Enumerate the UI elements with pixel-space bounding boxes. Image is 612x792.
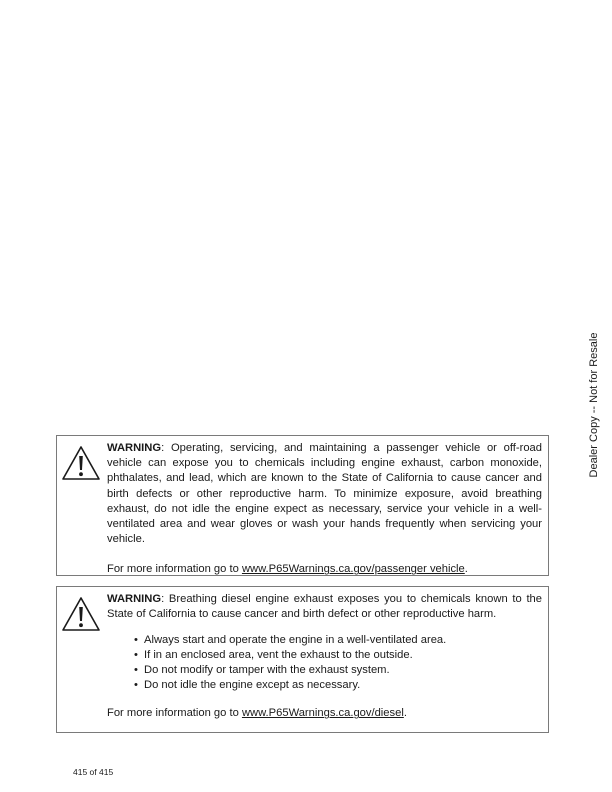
list-item: • Do not modify or tamper with the exhaust system.	[134, 663, 542, 678]
warning-box-diesel	[56, 586, 549, 733]
warning-body	[107, 441, 542, 578]
more-info-suffix: .	[464, 563, 468, 576]
list-item: • If in an enclosed area, vent the exhaust to the outside.	[134, 648, 542, 663]
warning-paragraph	[107, 592, 542, 622]
warning-text: : Operating, servicing, and maintaining a passenger vehicle or off-road vehicle can expose you to chemicals including engine exhaust, carbon monoxide, phthalates, and lead, which are known to the State of California to cause cancer and birth defects or other reproductive harm. To minimize exposure, avoid breathing exhaust, do not idle the engine expect as necessary, service your vehicle in a well-ventilated area and wear gloves or wash your hands frequently when servicing your vehicle.	[107, 442, 542, 546]
more-info-line	[107, 562, 542, 577]
p65-passenger-vehicle-link[interactable]: www.P65Warnings.ca.gov/passenger vehicle	[241, 563, 465, 576]
list-item: • Do not idle the engine except as necessary.	[134, 678, 542, 693]
precaution-list	[107, 633, 542, 693]
warning-body	[107, 592, 542, 722]
p65-diesel-link[interactable]: www.P65Warnings.ca.gov/diesel	[241, 707, 404, 720]
warning-label: WARNING	[107, 593, 162, 605]
more-info-prefix: For more information go to	[107, 707, 242, 720]
warning-paragraph	[107, 441, 542, 547]
list-item: • Always start and operate the engine in a well-ventilated area.	[134, 633, 542, 648]
more-info-prefix: For more information go to	[107, 563, 242, 576]
page-number: 415 of 415	[73, 767, 114, 777]
more-info-line	[107, 706, 542, 721]
warning-text: : Breathing diesel engine exhaust exposes you to chemicals known to the State of California to cause cancer and birth defect or other reproductive harm.	[107, 593, 542, 621]
warning-triangle-icon	[61, 596, 101, 632]
warning-box-passenger-vehicle	[56, 435, 549, 576]
more-info-suffix: .	[403, 707, 407, 720]
dealer-copy-note: Dealer Copy -- Not for Resale	[588, 332, 600, 478]
warning-label: WARNING	[107, 442, 162, 454]
warning-triangle-icon	[61, 445, 101, 481]
